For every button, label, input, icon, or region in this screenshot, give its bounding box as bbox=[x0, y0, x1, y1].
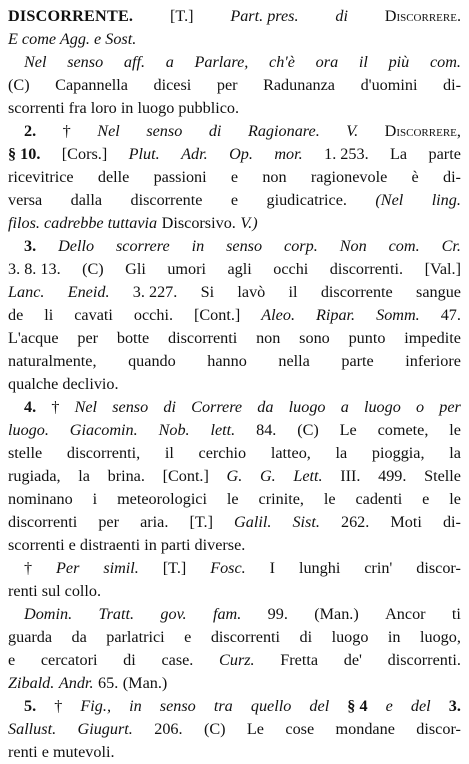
entry-text: [T.] bbox=[162, 559, 187, 577]
entry-text: Ancor bbox=[385, 605, 426, 623]
entry-text: (C) bbox=[297, 421, 319, 439]
entry-text: I bbox=[269, 559, 276, 577]
entry-text: Tratt. bbox=[98, 605, 135, 623]
entry-line bbox=[8, 235, 461, 258]
entry-text: ti bbox=[451, 605, 461, 623]
entry-text: e bbox=[230, 168, 239, 186]
entry-text: [T.] bbox=[189, 513, 213, 531]
entry-text: le bbox=[449, 490, 461, 508]
entry-text: (C) bbox=[203, 720, 226, 738]
entry-text: (Nel bbox=[375, 191, 404, 209]
entry-text: Moti bbox=[390, 513, 422, 531]
entry-text: Ragionare. bbox=[247, 122, 320, 140]
entry-text: brina. bbox=[107, 467, 145, 485]
entry-text: gov. bbox=[160, 605, 187, 623]
entry-line bbox=[8, 327, 461, 350]
entry-text: 65. bbox=[98, 674, 119, 692]
entry-text: G. bbox=[259, 467, 276, 485]
entry-text: senso bbox=[226, 237, 263, 255]
entry-text: in bbox=[191, 237, 205, 255]
entry-text: Capannella bbox=[55, 76, 128, 94]
entry-text: discor- bbox=[416, 559, 461, 577]
entry-text: la bbox=[449, 444, 461, 462]
entry-text: e bbox=[184, 628, 192, 646]
entry-text: Zibald. bbox=[8, 674, 55, 692]
entry-text: senso bbox=[112, 398, 149, 416]
entry-text: Domin. bbox=[24, 605, 73, 623]
entry-text: Stelle bbox=[424, 467, 461, 485]
entry-text: discorrente bbox=[130, 191, 203, 209]
entry-text: [T.] bbox=[170, 7, 194, 25]
entry-text: e bbox=[422, 490, 430, 508]
headword: DISCORRENTE. bbox=[8, 7, 134, 25]
entry-text: Curz. bbox=[219, 651, 255, 669]
entry-text: i bbox=[92, 490, 98, 508]
entry-text: G. bbox=[226, 467, 243, 485]
entry-text: Sallust. bbox=[8, 720, 57, 738]
entry-text: aria. bbox=[140, 513, 169, 531]
entry-text: Cr. bbox=[441, 237, 461, 255]
entry-text: crinite, bbox=[258, 490, 304, 508]
entry-text: 3. 8. 13. bbox=[8, 260, 61, 278]
entry-text: simil. bbox=[103, 559, 139, 577]
entry-text: ch'è bbox=[269, 53, 295, 71]
entry-text: da bbox=[257, 398, 274, 416]
entry-text: Aleo. bbox=[261, 306, 295, 324]
entry-line bbox=[8, 580, 461, 603]
entry-text: quello bbox=[250, 697, 292, 715]
entry-text: Plut. bbox=[128, 145, 160, 163]
entry-text: comete, bbox=[377, 421, 429, 439]
entry-text: Nel bbox=[74, 398, 98, 416]
entry-text: lett. bbox=[210, 421, 236, 439]
entry-text: più bbox=[388, 53, 410, 71]
entry-text: non bbox=[256, 329, 281, 347]
entry-text: per bbox=[216, 76, 238, 94]
entry-text: la bbox=[335, 444, 348, 462]
dictionary-entry bbox=[8, 5, 461, 764]
entry-text: dicesi bbox=[153, 76, 192, 94]
entry-text: renti sul collo. bbox=[8, 582, 102, 600]
entry-text: § 4 bbox=[347, 697, 368, 715]
entry-text: Eneid. bbox=[67, 283, 110, 301]
entry-text: di bbox=[163, 398, 176, 416]
entry-text: Lanc. bbox=[8, 283, 45, 301]
entry-text: latteo, bbox=[270, 444, 311, 462]
entry-text: scorrenti e distraenti in parti diverse. bbox=[8, 536, 246, 554]
entry-text: dalla bbox=[70, 191, 103, 209]
entry-text: cavati bbox=[74, 306, 113, 324]
entry-text: 5. bbox=[24, 697, 37, 715]
entry-text: di bbox=[208, 122, 222, 140]
entry-text: luogo bbox=[331, 628, 369, 646]
entry-text: e bbox=[230, 191, 239, 209]
entry-line bbox=[8, 442, 461, 465]
entry-text: Sist. bbox=[292, 513, 320, 531]
entry-text: Fosc. bbox=[210, 559, 246, 577]
entry-text: naturalmente, bbox=[8, 352, 97, 370]
entry-text: E come Agg. e Sost. bbox=[8, 30, 137, 48]
entry-line bbox=[8, 143, 461, 166]
entry-text: Parlare, bbox=[194, 53, 249, 71]
entry-text: [Val.] bbox=[424, 260, 461, 278]
entry-text: o bbox=[416, 398, 425, 416]
entry-text: lavò bbox=[237, 283, 266, 301]
entry-text: ricevitrice bbox=[8, 168, 74, 186]
entry-text: umori bbox=[167, 260, 206, 278]
entry-text: scorrenti fra loro in luogo pubblico. bbox=[8, 99, 240, 117]
entry-text: cose bbox=[285, 720, 315, 738]
entry-text: nella bbox=[278, 352, 310, 370]
entry-text: Giacomin. bbox=[69, 421, 138, 439]
entry-text: le bbox=[323, 490, 336, 508]
entry-text: 2. bbox=[24, 122, 37, 140]
entry-line bbox=[8, 74, 461, 97]
entry-line bbox=[8, 258, 461, 281]
entry-line bbox=[8, 304, 461, 327]
entry-text: Le bbox=[339, 421, 357, 439]
entry-text: il bbox=[288, 283, 298, 301]
entry-text: nominano bbox=[8, 490, 73, 508]
entry-text: agli bbox=[227, 260, 252, 278]
entry-text: Si bbox=[200, 283, 215, 301]
entry-text: discorrente bbox=[320, 283, 393, 301]
entry-text: (Man.) bbox=[314, 605, 359, 623]
entry-text: Nob. bbox=[158, 421, 190, 439]
entry-text: [Cors.] bbox=[61, 145, 108, 163]
entry-line bbox=[8, 695, 461, 718]
entry-text: crin' bbox=[364, 559, 393, 577]
entry-text: discorrenti bbox=[168, 329, 238, 347]
entry-text: senso bbox=[67, 53, 104, 71]
entry-line bbox=[8, 189, 461, 212]
entry-text: Galil. bbox=[234, 513, 272, 531]
entry-text: scorrere bbox=[115, 237, 170, 255]
entry-text: impedite bbox=[404, 329, 461, 347]
entry-text: le bbox=[449, 421, 461, 439]
entry-line bbox=[8, 120, 461, 143]
entry-text: meteorologici bbox=[117, 490, 207, 508]
entry-text: Giugurt. bbox=[77, 720, 133, 738]
entry-text: † bbox=[24, 559, 33, 577]
entry-text: versa bbox=[8, 191, 43, 209]
entry-text: di bbox=[335, 7, 348, 25]
entry-text: Non bbox=[339, 237, 367, 255]
entry-line bbox=[8, 741, 461, 764]
entry-text: per bbox=[77, 329, 99, 347]
entry-line bbox=[8, 649, 461, 672]
entry-text: Dello bbox=[58, 237, 95, 255]
entry-line bbox=[8, 557, 461, 580]
entry-text: † bbox=[51, 398, 60, 416]
entry-text: 47. bbox=[440, 306, 461, 324]
entry-text: (C) bbox=[82, 260, 104, 278]
entry-text: rugiada, bbox=[8, 467, 61, 485]
entry-text: Andr. bbox=[58, 674, 94, 692]
entry-text: 1. 253. bbox=[324, 145, 369, 163]
entry-text: da bbox=[71, 628, 87, 646]
entry-text: renti e mutevoli. bbox=[8, 743, 115, 761]
entry-text: de' bbox=[343, 651, 362, 669]
entry-text: luogo bbox=[363, 398, 401, 416]
entry-text: com. bbox=[429, 53, 461, 71]
entry-text: discorrenti bbox=[210, 628, 281, 646]
entry-text: guarda bbox=[8, 628, 53, 646]
entry-text: Correre bbox=[191, 398, 243, 416]
entry-text: inferiore bbox=[405, 352, 461, 370]
entry-text: luogo. bbox=[8, 421, 49, 439]
entry-text: [Cont.] bbox=[162, 467, 209, 485]
entry-text: delle bbox=[97, 168, 130, 186]
entry-text: il bbox=[164, 444, 174, 462]
entry-text: fam. bbox=[212, 605, 242, 623]
entry-text: li bbox=[44, 306, 54, 324]
entry-text: luogo, bbox=[419, 628, 461, 646]
entry-text: sono bbox=[299, 329, 330, 347]
entry-text: 4. bbox=[24, 398, 37, 416]
entry-text: ora bbox=[315, 53, 339, 71]
entry-text: Op. bbox=[229, 145, 253, 163]
entry-text: parlatrici bbox=[106, 628, 165, 646]
entry-text: § 10. bbox=[8, 145, 41, 163]
entry-text: Adr. bbox=[181, 145, 208, 163]
entry-line bbox=[8, 419, 461, 442]
entry-text: L'acque bbox=[8, 329, 59, 347]
entry-text: cadenti bbox=[355, 490, 403, 508]
entry-line bbox=[8, 97, 461, 120]
entry-line bbox=[8, 672, 461, 695]
entry-text: III. bbox=[340, 467, 361, 485]
entry-text: del bbox=[309, 697, 330, 715]
entry-text: in bbox=[129, 697, 142, 715]
entry-text: Fretta bbox=[280, 651, 319, 669]
entry-text: non bbox=[262, 168, 287, 186]
entry-text: 262. bbox=[340, 513, 370, 531]
entry-text: del bbox=[410, 697, 431, 715]
entry-text: Nel bbox=[24, 53, 47, 71]
entry-text: 84. bbox=[256, 421, 277, 439]
entry-line bbox=[8, 718, 461, 741]
entry-text: mor. bbox=[274, 145, 303, 163]
entry-text: hanno bbox=[207, 352, 247, 370]
entry-text: botte bbox=[116, 329, 150, 347]
entry-text: parte bbox=[428, 145, 461, 163]
entry-line bbox=[8, 281, 461, 304]
entry-text: Discorsivo. bbox=[161, 214, 236, 232]
entry-text: discorrenti. bbox=[329, 260, 404, 278]
entry-text: d'uomini bbox=[360, 76, 418, 94]
entry-text: Gli bbox=[125, 260, 146, 278]
entry-text: di- bbox=[442, 168, 461, 186]
entry-text: La bbox=[390, 145, 408, 163]
entry-text: parte bbox=[341, 352, 374, 370]
entry-line bbox=[8, 28, 461, 51]
entry-text: case. bbox=[161, 651, 194, 669]
entry-line bbox=[8, 5, 461, 28]
entry-text: aff. bbox=[123, 53, 146, 71]
entry-text: cerchio bbox=[198, 444, 247, 462]
entry-text: Nel bbox=[97, 122, 120, 140]
entry-text: 3. bbox=[24, 237, 37, 255]
entry-text: occhi. bbox=[133, 306, 173, 324]
entry-text: † bbox=[54, 697, 63, 715]
entry-text: V. bbox=[346, 122, 359, 140]
entry-text: ragionevole bbox=[310, 168, 388, 186]
entry-text: tra bbox=[213, 697, 233, 715]
entry-text: Part. pres. bbox=[230, 7, 299, 25]
entry-text: discorrenti. bbox=[387, 651, 461, 669]
entry-line bbox=[8, 511, 461, 534]
entry-text: 499. bbox=[378, 467, 407, 485]
entry-line bbox=[8, 350, 461, 373]
entry-text: e bbox=[8, 651, 16, 669]
entry-text: senso bbox=[146, 122, 183, 140]
entry-text: di bbox=[299, 628, 313, 646]
entry-text: 99. bbox=[267, 605, 288, 623]
entry-text: Discorrere. bbox=[384, 7, 461, 25]
entry-text: per bbox=[439, 398, 461, 416]
entry-text: ling. bbox=[431, 191, 461, 209]
entry-text: a bbox=[340, 398, 349, 416]
entry-line bbox=[8, 488, 461, 511]
entry-text: de bbox=[8, 306, 24, 324]
entry-text: discor- bbox=[416, 720, 461, 738]
entry-text: qualche declivio. bbox=[8, 375, 119, 393]
entry-text: quando bbox=[128, 352, 176, 370]
entry-text: [Cont.] bbox=[193, 306, 241, 324]
entry-text: a bbox=[165, 53, 174, 71]
entry-text: (C) bbox=[8, 76, 30, 94]
entry-text: sangue bbox=[416, 283, 461, 301]
entry-text: corp. bbox=[284, 237, 318, 255]
entry-line bbox=[8, 51, 461, 74]
entry-text: 3. 227. bbox=[132, 283, 178, 301]
entry-text: giudicatrice. bbox=[266, 191, 347, 209]
entry-text: di- bbox=[442, 513, 461, 531]
entry-line bbox=[8, 465, 461, 488]
entry-text: è bbox=[411, 168, 419, 186]
entry-text: pioggia, bbox=[371, 444, 425, 462]
entry-text: † bbox=[62, 122, 71, 140]
entry-text: lunghi bbox=[298, 559, 341, 577]
entry-line bbox=[8, 212, 461, 235]
entry-line bbox=[8, 626, 461, 649]
entry-text: V.) bbox=[240, 214, 258, 232]
entry-line bbox=[8, 373, 461, 396]
entry-text: stelle bbox=[8, 444, 43, 462]
entry-line bbox=[8, 166, 461, 189]
entry-text: Discorrere, bbox=[384, 122, 461, 140]
entry-text: 206. bbox=[154, 720, 183, 738]
entry-text: mondane bbox=[335, 720, 395, 738]
entry-text: luogo bbox=[288, 398, 326, 416]
entry-text: Radunanza bbox=[263, 76, 335, 94]
entry-text: Lett. bbox=[293, 467, 323, 485]
entry-text: di bbox=[123, 651, 136, 669]
entry-text: (Man.) bbox=[122, 674, 168, 692]
entry-text: passioni bbox=[153, 168, 207, 186]
entry-text: 3. bbox=[448, 697, 461, 715]
entry-text: senso bbox=[159, 697, 196, 715]
entry-text: filos. cadrebbe tuttavia bbox=[8, 214, 158, 232]
entry-text: di- bbox=[443, 76, 461, 94]
entry-text: punto bbox=[348, 329, 386, 347]
entry-text: in bbox=[387, 628, 401, 646]
entry-text: Per bbox=[56, 559, 80, 577]
entry-text: discorrenti, bbox=[66, 444, 141, 462]
entry-text: occhi bbox=[273, 260, 309, 278]
entry-line bbox=[8, 534, 461, 557]
entry-text: Ripar. bbox=[315, 306, 356, 324]
entry-text: e bbox=[385, 697, 393, 715]
entry-text: per bbox=[98, 513, 119, 531]
entry-text: le bbox=[226, 490, 239, 508]
entry-line bbox=[8, 396, 461, 419]
entry-text: cercatori bbox=[40, 651, 98, 669]
entry-text: Fig., bbox=[80, 697, 111, 715]
entry-text: Le bbox=[246, 720, 264, 738]
entry-text: com. bbox=[388, 237, 420, 255]
entry-line bbox=[8, 603, 461, 626]
entry-text: il bbox=[358, 53, 368, 71]
entry-text: discorrenti bbox=[8, 513, 78, 531]
entry-text: la bbox=[78, 467, 90, 485]
entry-text: Somm. bbox=[376, 306, 420, 324]
